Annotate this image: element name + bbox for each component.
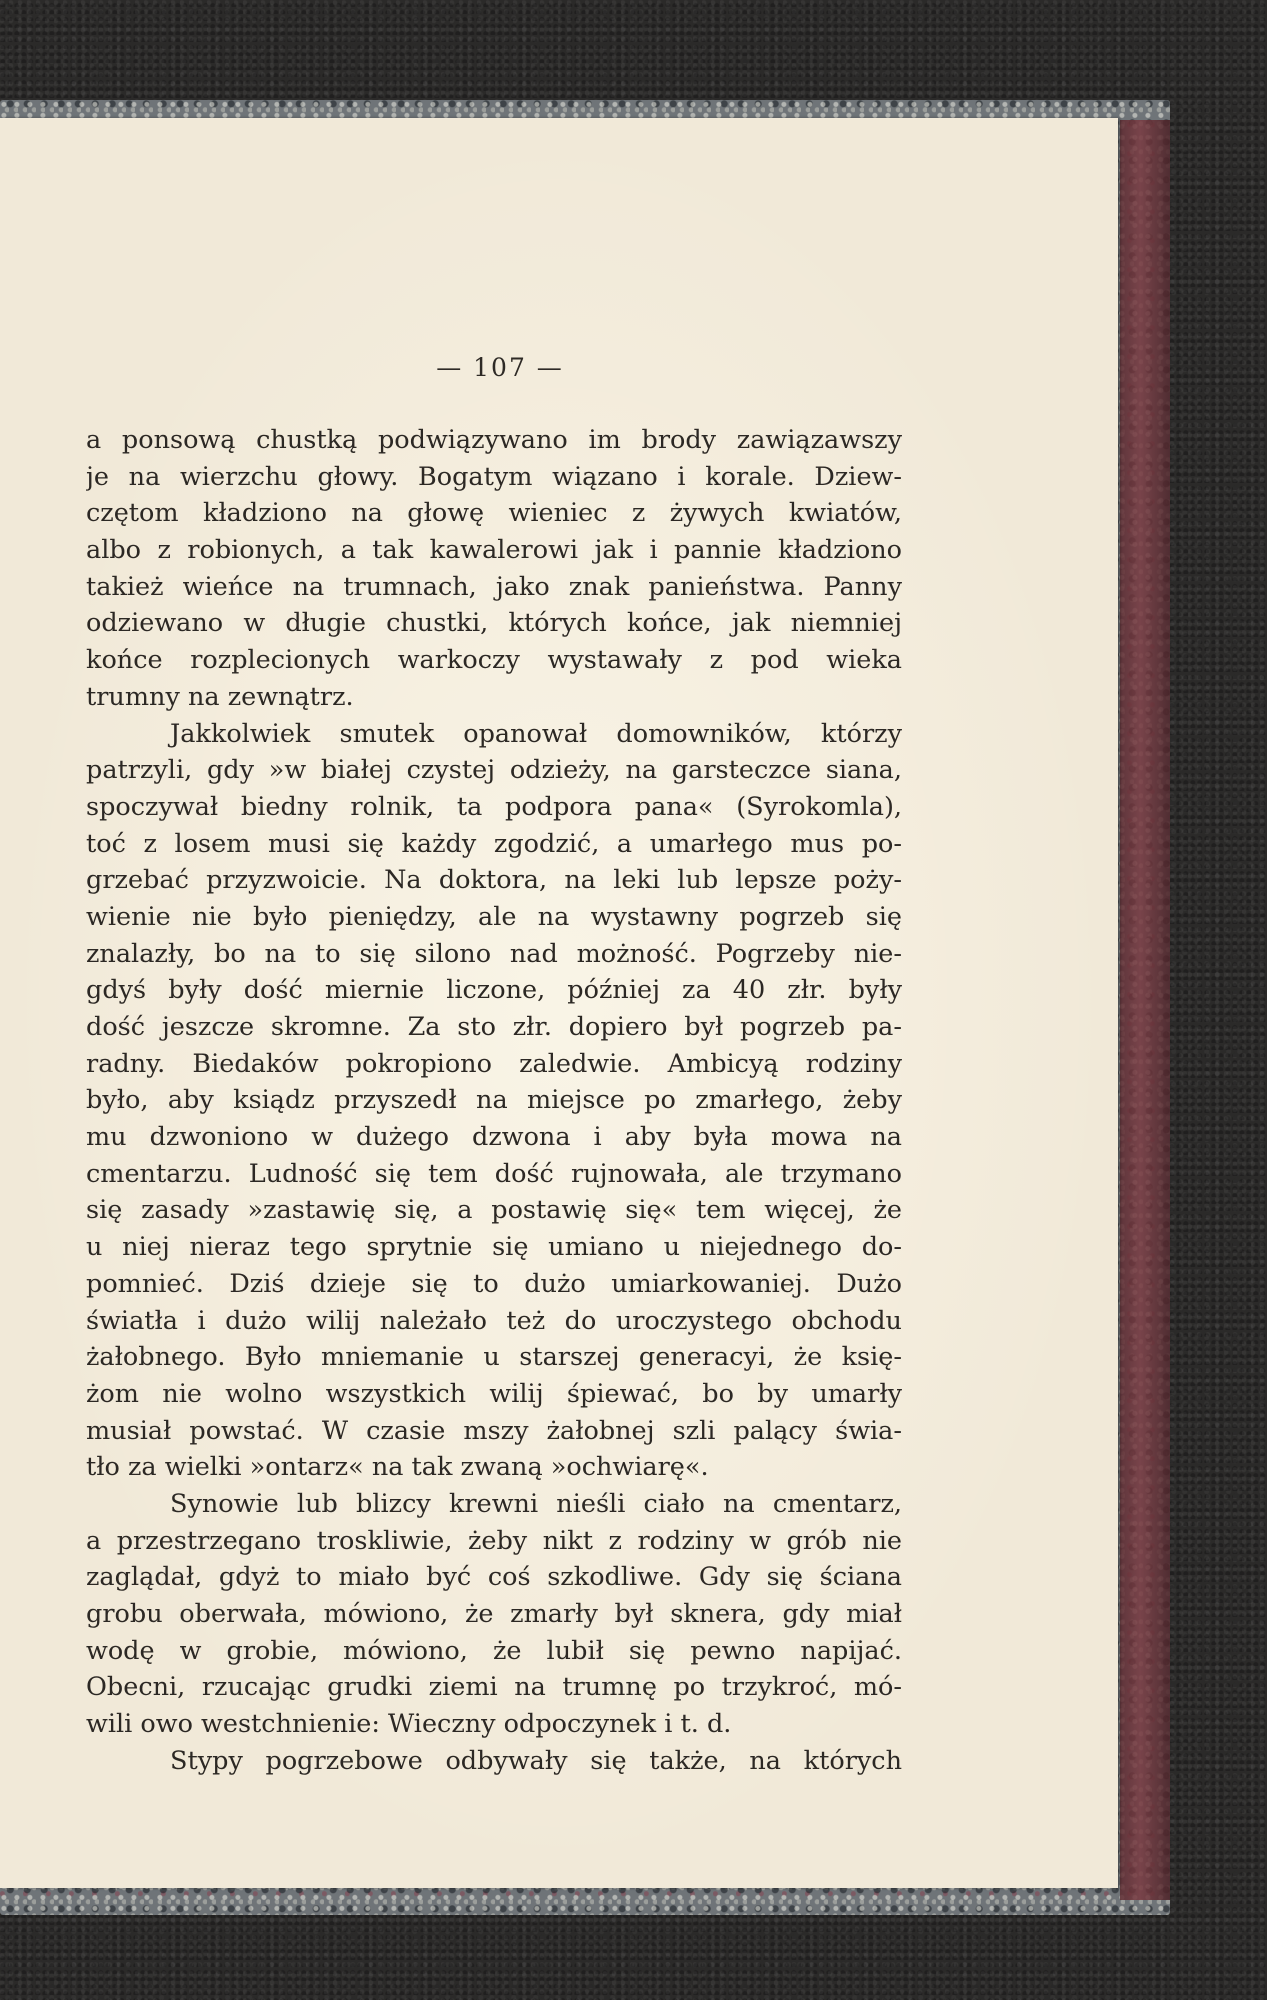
text-line: albo z robionych, a tak kawalerowi jak i pannie kładziono: [86, 535, 902, 566]
text-line: toć z losem musi się każdy zgodzić, a umarłego mus po-: [86, 828, 902, 859]
text-line: wili owo westchnienie: Wieczny odpoczynek i t. d.: [86, 1709, 732, 1740]
text-line: czętom kładziono na głowę wieniec z żywych kwiatów,: [86, 498, 902, 529]
text-line: cmentarzu. Ludność się tem dość rujnowała, ale trzymano: [86, 1158, 902, 1189]
text-line: zaglądał, gdyż to miało być coś szkodliwe. Gdy się ściana: [86, 1562, 902, 1593]
page-number: — 107 —: [436, 353, 564, 382]
text-line: trumny na zewnątrz.: [86, 681, 354, 712]
text-line: było, aby ksiądz przyszedł na miejsce po zmarłego, żeby: [86, 1085, 902, 1116]
text-line: a ponsową chustką podwiązywano im brody zawiązawszy: [86, 425, 902, 455]
text-line: u niej nieraz tego sprytnie się umiano u niejednego do-: [86, 1232, 902, 1263]
text-line: światła i dużo wilij należało też do uroczystego obchodu: [86, 1305, 902, 1336]
text-line: znalazły, bo na to się silono nad możność. Pogrzeby nie-: [86, 938, 902, 969]
text-line: patrzyli, gdy »w białej czystej odzieży, na garsteczce siana,: [86, 755, 902, 786]
text-line: żałobnego. Było mniemanie u starszej generacyi, że księ-: [86, 1342, 902, 1373]
text-line: gdyś były dość miernie liczone, później za 40 złr. były: [86, 975, 902, 1006]
cover-edge: [1120, 120, 1170, 1900]
text-line: wodę w grobie, mówiono, że lubił się pewno napijać.: [86, 1635, 902, 1666]
text-line: Stypy pogrzebowe odbywały się także, na których: [170, 1745, 902, 1776]
text-line: końce rozplecionych warkoczy wystawały z pod wieka: [86, 645, 902, 676]
text-line: spoczywał biedny rolnik, ta podpora pana« (Syrokomla),: [86, 791, 902, 822]
text-line: Jakkolwiek smutek opanował domowników, którzy: [170, 718, 902, 749]
text-line: wienie nie było pieniędzy, ale na wystawny pogrzeb się: [86, 901, 902, 932]
book-page: [0, 118, 1118, 1888]
text-line: grobu oberwała, mówiono, że zmarły był sknera, gdy miał: [86, 1599, 902, 1629]
text-line: dość jeszcze skromne. Za sto złr. dopiero był pogrzeb pa-: [86, 1012, 902, 1042]
text-line: grzebać przyzwoicie. Na doktora, na leki lub lepsze poży-: [86, 865, 902, 896]
text-line: odziewano w długie chustki, których końce, jak niemniej: [86, 608, 902, 639]
text-line: mu dzwoniono w dużego dzwona i aby była mowa na: [86, 1122, 902, 1153]
text-line: Obecni, rzucając grudki ziemi na trumnę po trzykroć, mó-: [86, 1672, 902, 1703]
text-line: radny. Biedaków pokropiono zaledwie. Ambicyą rodziny: [86, 1048, 902, 1079]
body-text: [86, 422, 902, 1779]
text-line: pomnieć. Dziś dzieje się to dużo umiarkowaniej. Dużo: [86, 1268, 902, 1299]
text-line: żom nie wolno wszystkich wilij śpiewać, bo by umarły: [86, 1378, 902, 1409]
text-line: a przestrzegano troskliwie, żeby nikt z rodziny w grób nie: [86, 1525, 902, 1556]
text-line: takież wieńce na trumnach, jako znak panieństwa. Panny: [86, 571, 902, 602]
text-line: Synowie lub blizcy krewni nieśli ciało na cmentarz,: [170, 1488, 902, 1519]
text-line: tło za wielki »ontarz« na tak zwaną »ochwiarę«.: [86, 1452, 709, 1483]
text-line: musiał powstać. W czasie mszy żałobnej szli palący świa-: [86, 1415, 902, 1446]
text-line: je na wierzchu głowy. Bogatym wiązano i korale. Dziew-: [86, 461, 902, 492]
text-line: się zasady »zastawię się, a postawię się« tem więcej, że: [86, 1195, 902, 1226]
